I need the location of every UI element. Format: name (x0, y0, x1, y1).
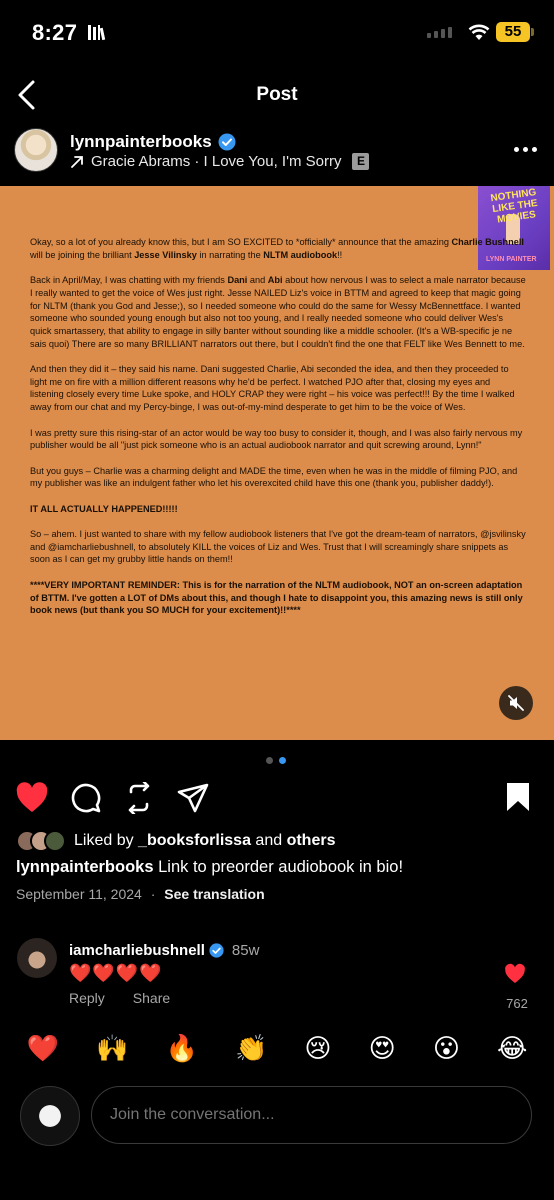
mute-toggle[interactable] (499, 686, 533, 720)
announcement-paragraph (30, 579, 526, 617)
announcement-text (30, 236, 526, 630)
battery-tip (531, 28, 534, 36)
text-run: about how nervous I was to select a male narrator because I really wanted to get the voice of Wes just right. Jesse NAILED Liz's voice in BTTM and agreed to keep that magic going for NLTM (thank you God and Jesse;), so I needed someone who could do the same for Wessy McBennettface. I wanted someone who sounded young enough but also not too young, and I really needed someone who could deliver Wes's quick smartassery, that ability to engage in silly banter without sounding like a middle schooler. (It's a WB-specific je ne sais quoi) There are so many BRILLIANT narrators out there, but I couldn't find the one that FELT like Wes Bennett to me. (30, 275, 526, 349)
wifi-icon (468, 24, 490, 41)
post-date-line (16, 886, 265, 902)
caption-username[interactable]: lynnpainterbooks (16, 858, 154, 876)
post-date: September 11, 2024 (16, 886, 142, 902)
more-options-icon[interactable] (514, 147, 537, 152)
top-nav (0, 72, 554, 118)
liked-by-prefix: Liked by (74, 832, 139, 849)
cellular-signal-icon (427, 27, 452, 38)
post-actions (0, 780, 554, 816)
text-run: will be joining the brilliant (30, 249, 135, 260)
comment-like-heart-icon[interactable] (504, 963, 526, 985)
text-run: and (247, 275, 268, 286)
books-icon (87, 24, 107, 41)
announcement-paragraph (30, 363, 526, 414)
text-run: So – ahem. I just wanted to share with my fellow audiobook listeners that I've got the dream-team of narrators, @jsvilinsky and @iamcharliebushnell, to absolutely KILL the voices of Liz and Wes. Trust that I will screamingly share snippets as soon as I can get my grubby little hands on them!! (30, 529, 526, 565)
clock: 8:27 (32, 20, 78, 45)
music-track-label: Gracie Abrams · I Love You, I'm Sorry (91, 153, 342, 170)
comment-text: ❤️❤️❤️❤️ (69, 963, 163, 983)
cover-title: NOTHING LIKE THE MOVIES (489, 186, 539, 226)
caption-text: Link to preorder audiobook in bio! (158, 858, 404, 876)
bottom-safe-area (0, 1168, 554, 1200)
cover-author: LYNN PAINTER (486, 256, 537, 263)
liked-by[interactable] (16, 830, 335, 852)
bold-text: Dani (227, 275, 248, 286)
announcement-paragraph (30, 465, 526, 490)
status-bar (0, 0, 554, 66)
liked-by-text (74, 832, 335, 850)
comment-age: 85w (231, 942, 260, 959)
page-title: Post (256, 84, 298, 105)
bold-text: NLTM audiobook (263, 249, 338, 260)
bold-text: IT ALL ACTUALLY HAPPENED!!!!! (30, 503, 178, 514)
comment-like-count: 762 (506, 996, 528, 1011)
quick-reactions-bar (0, 1030, 554, 1066)
verified-badge-icon (218, 133, 236, 151)
author-avatar[interactable] (14, 128, 58, 172)
explicit-badge: E (352, 153, 369, 170)
music-track[interactable] (70, 153, 369, 170)
comment-actions (69, 990, 170, 1006)
announcement-paragraph (30, 236, 526, 261)
reaction-raised-hands[interactable]: 🙌 (96, 1032, 129, 1063)
bold-text: Jesse Vilinsky (134, 249, 197, 260)
reply-button[interactable]: Reply (69, 990, 105, 1006)
text-run: Back in April/May, I was chatting with my friends (30, 275, 228, 286)
trending-arrow-icon (70, 155, 84, 169)
liked-by-user[interactable]: _booksforlissa (138, 832, 251, 849)
post-author[interactable] (70, 132, 236, 152)
reaction-clap[interactable]: 👏 (234, 1032, 268, 1063)
reaction-crying[interactable]: 😢 (304, 1032, 332, 1063)
battery-level: 55 (496, 22, 530, 42)
announcement-paragraph (30, 427, 526, 452)
reaction-fire[interactable]: 🔥 (165, 1032, 198, 1063)
announcement-paragraph (30, 274, 526, 350)
comment-icon[interactable] (70, 783, 102, 813)
post-image[interactable] (0, 186, 554, 740)
bold-text: Charlie Bushnell (451, 237, 524, 247)
comment-share-button[interactable]: Share (132, 990, 171, 1006)
speaker-muted-icon (507, 694, 525, 712)
date-separator: · (150, 886, 156, 902)
post-author-name[interactable]: lynnpainterbooks (70, 132, 212, 151)
announcement-paragraph (30, 528, 526, 566)
liked-by-others[interactable]: others (286, 832, 336, 849)
current-user-avatar (20, 1086, 80, 1146)
carousel-indicator (266, 757, 286, 764)
comment-avatar[interactable] (17, 938, 57, 978)
text-run: But you guys – Charlie was a charming delight and MADE the time, even when he was in the middle of filming PJO, and my publisher was like an indulgent father who let his overexcited child have this one (thank you, publisher daddy!). (30, 465, 518, 489)
announcement-paragraph (30, 503, 526, 516)
reaction-laughing[interactable]: 😂 (497, 1032, 528, 1063)
bold-text: Abi (267, 275, 283, 286)
liked-by-mid: and (250, 832, 287, 849)
text-run: And then they did it – they said his name. Dani suggested Charlie, Abi seconded the idea, and then they proceeded to light me on fire with a million different reasons why he'd be perfect. I watched PJO after that, closing my eyes and listening closely every time Luke spoke, and HOLY CRAP they were right – his voice was perfect!!! By the time I walked away from our chat and my Percy-binge, I was out-of-my-mind desperate to get him to be the voice of Wes. (30, 364, 515, 413)
text-run: I was pretty sure this rising-star of an actor would be way too busy to consider it, though, and I was also fairly nervous my publisher would be all "just pick someone who is an actual audiobook narrator and quit screwing around, Lynn!" (30, 427, 523, 451)
bold-text: ****VERY IMPORTANT REMINDER: This is for the narration of the NLTM audiobook, NOT an on-screen adaptation of BTTM. I've gotten a LOT of DMs about this, and though I hate to disappoint you, this amazing news is still only book news (but thank you SO MUCH for your excitement)!!**** (30, 579, 523, 616)
text-run: in narrating the (196, 249, 264, 260)
post-caption (16, 858, 403, 877)
comment-username[interactable]: iamcharliebushnell (69, 942, 205, 959)
repost-icon[interactable] (124, 782, 154, 814)
like-heart-icon[interactable] (15, 782, 49, 814)
comment-input[interactable] (91, 1086, 532, 1144)
reaction-heart-eyes[interactable]: 😍 (368, 1032, 396, 1063)
bookmark-icon[interactable] (506, 782, 530, 812)
verified-badge-icon (209, 943, 224, 958)
reaction-heart[interactable]: ❤️ (26, 1032, 59, 1063)
text-run: Okay, so a lot of you already know this, but I am SO EXCITED to *officially* announce that the amazing (30, 237, 452, 247)
see-translation-link[interactable]: See translation (164, 886, 265, 902)
reaction-surprised[interactable]: 😮 (432, 1032, 460, 1063)
liker-avatar (44, 830, 66, 852)
share-send-icon[interactable] (176, 782, 210, 814)
comment-author[interactable] (69, 942, 259, 959)
text-run: !! (337, 249, 343, 260)
